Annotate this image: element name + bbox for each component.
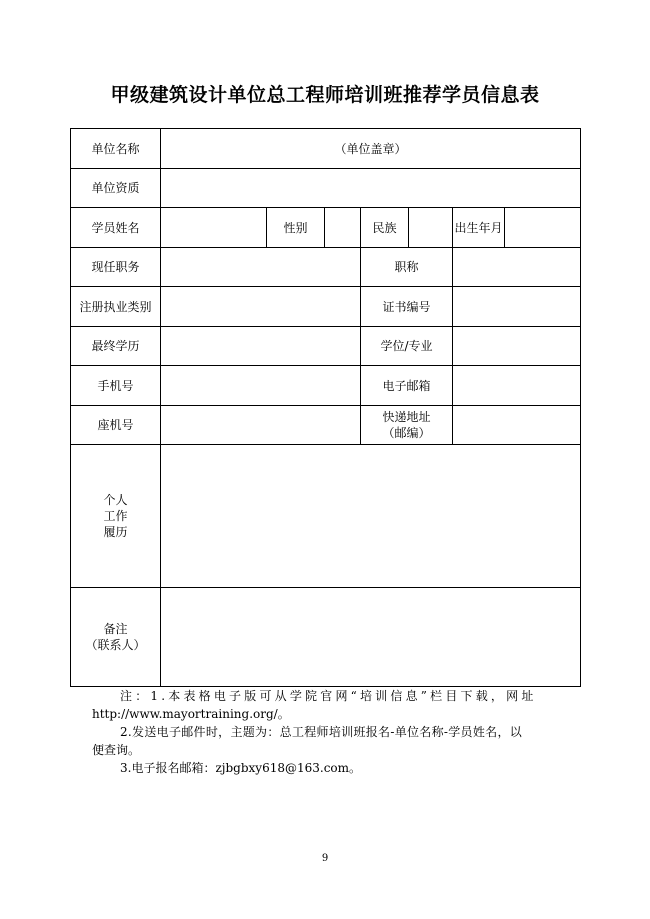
current-position-field[interactable] <box>161 248 361 287</box>
resume-label: 个人 工作 履历 <box>71 445 161 588</box>
certificate-no-label: 证书编号 <box>361 287 453 327</box>
gender-label: 性别 <box>267 208 325 248</box>
unit-qualification-field[interactable] <box>161 169 581 208</box>
degree-major-field[interactable] <box>453 327 581 366</box>
note-2: 2.发送电子邮件时，主题为：总工程师培训班报名-单位名称-学员姓名，以 <box>120 725 523 739</box>
landline-label: 座机号 <box>71 406 161 445</box>
page-number: 9 <box>321 853 329 864</box>
certificate-no-field[interactable] <box>453 287 581 327</box>
student-info-form <box>70 128 581 687</box>
birth-field[interactable] <box>505 208 581 248</box>
unit-seal-placeholder: （单位盖章） <box>334 141 407 156</box>
student-name-label: 学员姓名 <box>71 208 161 248</box>
landline-field[interactable] <box>161 406 361 445</box>
mobile-label: 手机号 <box>71 366 161 406</box>
gender-field[interactable] <box>325 208 361 248</box>
student-name-field[interactable] <box>161 208 267 248</box>
remarks-field[interactable] <box>161 588 581 687</box>
address-field[interactable] <box>453 406 581 445</box>
address-label: 快递地址 （邮编） <box>361 406 453 445</box>
note-3: 3.电子报名邮箱：zjbgbxy618@163.com。 <box>120 761 362 775</box>
unit-name-label: 单位名称 <box>71 129 161 169</box>
email-label: 电子邮箱 <box>361 366 453 406</box>
birth-label: 出生年月 <box>453 208 505 248</box>
notes-section <box>92 687 562 777</box>
note-1-url: http://www.mayortraining.org/。 <box>92 707 290 721</box>
remarks-label: 备注 （联系人） <box>71 588 161 687</box>
ethnicity-label: 民族 <box>361 208 409 248</box>
registration-type-field[interactable] <box>161 287 361 327</box>
page-title: 甲级建筑设计单位总工程师培训班推荐学员信息表 <box>110 84 540 106</box>
ethnicity-field[interactable] <box>409 208 453 248</box>
email-field[interactable] <box>453 366 581 406</box>
education-field[interactable] <box>161 327 361 366</box>
registration-type-label: 注册执业类别 <box>71 287 161 327</box>
mobile-field[interactable] <box>161 366 361 406</box>
note-2-continued: 便查询。 <box>92 743 141 757</box>
title-rank-field[interactable] <box>453 248 581 287</box>
unit-qualification-label: 单位资质 <box>71 169 161 208</box>
title-rank-label: 职称 <box>361 248 453 287</box>
degree-major-label: 学位/专业 <box>361 327 453 366</box>
resume-field[interactable] <box>161 445 581 588</box>
education-label: 最终学历 <box>71 327 161 366</box>
current-position-label: 现任职务 <box>71 248 161 287</box>
unit-name-field[interactable] <box>161 129 581 169</box>
note-1: 注：1.本表格电子版可从学院官网“培训信息”栏目下载，网址 <box>120 689 537 703</box>
